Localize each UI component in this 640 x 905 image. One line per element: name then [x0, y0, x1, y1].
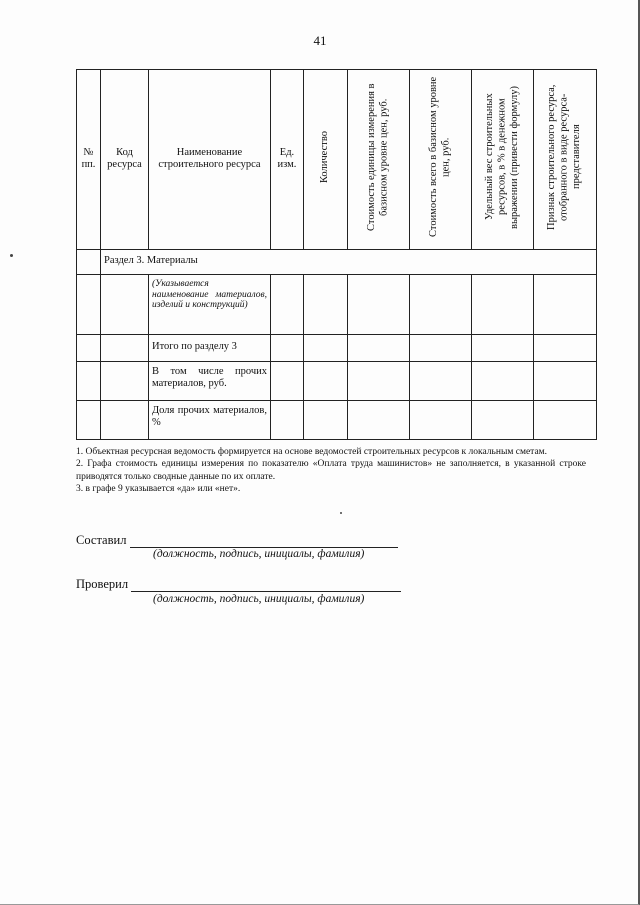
- col-header-unit: Ед. изм.: [271, 70, 304, 250]
- table-cell: [101, 274, 149, 334]
- table-cell: [77, 400, 101, 439]
- table-cell: [472, 361, 534, 400]
- table-cell: [410, 274, 472, 334]
- signature-line: [131, 579, 401, 592]
- table-cell: [304, 334, 348, 361]
- section-row: [77, 249, 597, 274]
- table-cell: [271, 274, 304, 334]
- table-cell: [534, 334, 597, 361]
- col-header-name: Наименование строительного ресурса: [149, 70, 271, 250]
- col-header-unit-cost: Стоимость единицы измерения в базисном уровне цен, руб.: [348, 70, 410, 250]
- scan-speck: [10, 254, 13, 257]
- scan-speck: [340, 512, 342, 514]
- note-3: 3. в графе 9 указывается «да» или «нет».: [76, 484, 241, 495]
- section-title: Раздел 3. Материалы: [101, 249, 597, 274]
- table-cell: [534, 274, 597, 334]
- table-cell: [410, 361, 472, 400]
- table-cell: [77, 249, 101, 274]
- table-cell: [77, 334, 101, 361]
- table-cell: [348, 400, 410, 439]
- signature-label: Проверил: [76, 577, 129, 591]
- table-cell: [101, 361, 149, 400]
- table-cell: [304, 400, 348, 439]
- signature-line: [130, 535, 398, 548]
- table-cell: [410, 334, 472, 361]
- table-row: [77, 334, 597, 361]
- table-cell: [534, 400, 597, 439]
- table-cell: [77, 274, 101, 334]
- table-cell: [101, 334, 149, 361]
- note-1: 1. Объектная ресурсная ведомость формируется на основе ведомостей строительных ресурсов к локальным сметам.: [76, 447, 548, 457]
- row-label: Доля прочих материалов, %: [149, 400, 271, 439]
- resource-table: [76, 69, 597, 440]
- row-label: Итого по разделу 3: [149, 334, 271, 361]
- table-cell: [101, 400, 149, 439]
- signature-checked: [76, 577, 401, 592]
- col-header-total-cost: Стоимость всего в базисном уровне цен, руб.: [410, 70, 472, 250]
- row-label: В том числе прочих материалов, руб.: [149, 361, 271, 400]
- signature-hint: (должность, подпись, инициалы, фамилия): [153, 548, 365, 560]
- col-header-representative: Признак строительного ресурса, отобранного в виде ресурса-представителя: [534, 70, 597, 250]
- signature-compiled: [76, 533, 398, 548]
- table-header-row: [77, 70, 597, 250]
- table-row: [77, 274, 597, 334]
- col-header-share: Удельный вес строительных ресурсов, в % в денежном выражении (привести формулу): [472, 70, 534, 250]
- table-cell: [304, 274, 348, 334]
- page-number: 41: [313, 33, 327, 48]
- table-cell: [472, 334, 534, 361]
- col-header-code: Код ресурса: [101, 70, 149, 250]
- table-row: [77, 361, 597, 400]
- table-cell: [410, 400, 472, 439]
- signature-label: Составил: [76, 533, 127, 547]
- table-cell: [304, 361, 348, 400]
- note-2: 2. Графа стоимость единицы измерения по показателю «Оплата труда машинистов» не заполняется, в указанной строке приводятся только сводные данные по их оплате.: [76, 459, 586, 482]
- row-label: (Указывается наименование материалов, изделий и конструкций): [149, 274, 271, 334]
- table-cell: [271, 334, 304, 361]
- table-cell: [348, 361, 410, 400]
- col-header-quantity: Количество: [304, 70, 348, 250]
- table-cell: [472, 274, 534, 334]
- notes: [76, 446, 586, 495]
- table-row: [77, 400, 597, 439]
- table-cell: [348, 334, 410, 361]
- table-cell: [77, 361, 101, 400]
- table-cell: [271, 400, 304, 439]
- table-cell: [348, 274, 410, 334]
- table-cell: [472, 400, 534, 439]
- col-header-number: № пп.: [77, 70, 101, 250]
- table-cell: [534, 361, 597, 400]
- table-cell: [271, 361, 304, 400]
- signature-hint: (должность, подпись, инициалы, фамилия): [153, 593, 365, 605]
